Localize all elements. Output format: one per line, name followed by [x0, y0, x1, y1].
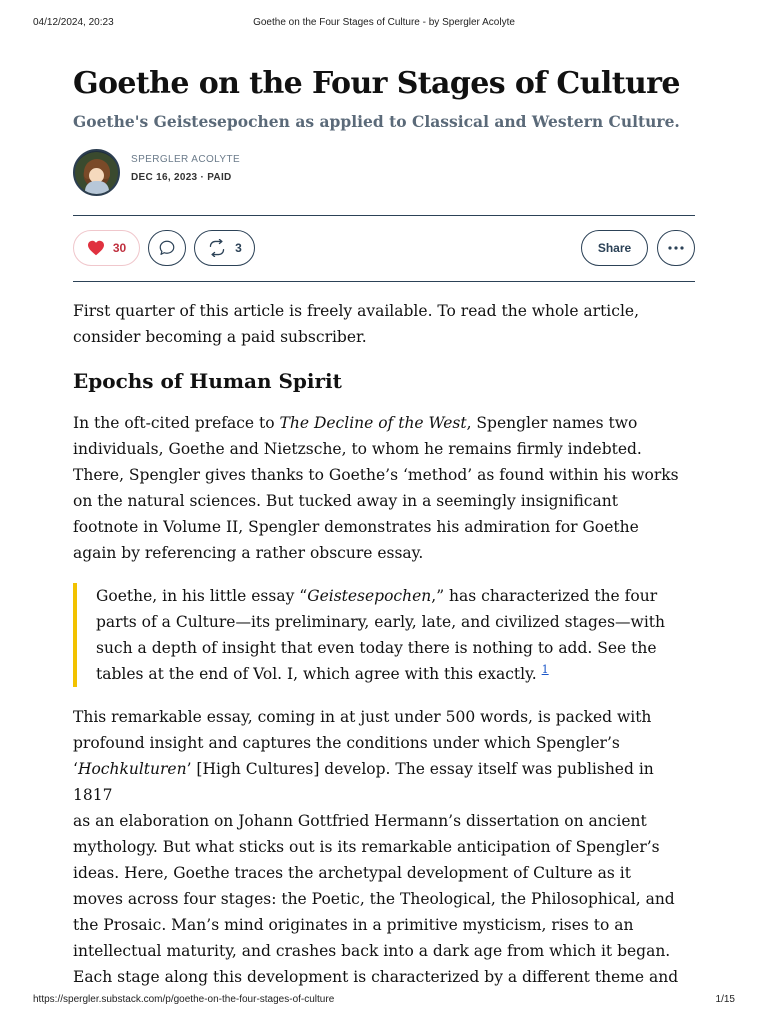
paragraph-line: In the oft-cited preface to The Decline of the West, Spengler names two [73, 414, 638, 432]
paragraph-line: individuals, Goethe and Nietzsche, to whom he remains firmly indebted. [73, 440, 642, 458]
quote-line: Goethe, in his little essay “Geistesepochen,” has characterized the four [96, 587, 658, 605]
print-footer [33, 994, 735, 1008]
footnote-link[interactable]: 1 [541, 662, 549, 676]
paragraph-line: ‘Hochkulturen’ [High Cultures] develop. The essay itself was published in 1817 [73, 760, 654, 804]
quote-line: parts of a Culture—its preliminary, early, late, and civilized stages—with [96, 613, 665, 631]
paragraph-2 [73, 704, 695, 990]
section-heading: Epochs of Human Spirit [73, 369, 342, 393]
paywall-notice-line: consider becoming a paid subscriber. [73, 328, 367, 346]
post-subtitle: Goethe's Geistesepochen as applied to Classical and Western Culture. [73, 112, 680, 131]
like-button[interactable] [73, 230, 140, 266]
term-hochkulturen: Hochkulturen [77, 760, 187, 778]
paragraph-line: footnote in Volume II, Spengler demonstrates his admiration for Goethe [73, 518, 639, 536]
more-button[interactable] [657, 230, 695, 266]
print-doc-title: Goethe on the Four Stages of Culture - by Spergler Acolyte [253, 17, 515, 28]
article [73, 64, 695, 990]
print-url: https://spergler.substack.com/p/goethe-on-the-four-stages-of-culture [33, 994, 335, 1005]
restack-icon [207, 239, 227, 257]
paragraph-1 [73, 410, 695, 566]
quote-line: such a depth of insight that even today there is nothing to add. See the [96, 639, 657, 657]
book-title: The Decline of the West [279, 414, 467, 432]
essay-title: Geistesepochen [307, 587, 432, 605]
restack-count: 3 [235, 241, 242, 255]
paragraph-line: This remarkable essay, coming in at just under 500 words, is packed with [73, 708, 652, 726]
paywall-notice [73, 298, 695, 350]
heart-icon [87, 240, 105, 256]
paragraph-line: as an elaboration on Johann Gottfried Hermann’s dissertation on ancient [73, 812, 647, 830]
byline [73, 149, 695, 199]
paragraph-line: mythology. But what sticks out is its remarkable anticipation of Spengler’s [73, 838, 660, 856]
paragraph-line: the Prosaic. Man’s mind originates in a primitive mysticism, rises to an [73, 916, 634, 934]
paragraph-line: ideas. Here, Goethe traces the archetypal development of Culture as it [73, 864, 631, 882]
paragraph-line: moves across four stages: the Poetic, the Theological, the Philosophical, and [73, 890, 675, 908]
comment-icon [158, 239, 176, 257]
paragraph-line: on the natural sciences. But tucked away in a seemingly insignificant [73, 492, 618, 510]
paywall-notice-line: First quarter of this article is freely available. To read the whole article, [73, 302, 640, 320]
blockquote [73, 583, 695, 687]
paragraph-line: Each stage along this development is characterized by a different theme and [73, 968, 679, 986]
paragraph-line: again by referencing a rather obscure essay. [73, 544, 424, 562]
like-count: 30 [112, 241, 127, 255]
author-avatar[interactable] [73, 149, 120, 196]
post-title: Goethe on the Four Stages of Culture [73, 66, 680, 101]
author-name[interactable]: SPERGLER ACOLYTE [131, 154, 241, 165]
paragraph-line: intellectual maturity, and crashes back into a dark age from which it began. [73, 942, 671, 960]
avatar-dress [85, 181, 109, 196]
restack-button[interactable] [194, 230, 255, 266]
paragraph-line: There, Spengler gives thanks to Goethe’s ‘method’ as found within his works [73, 466, 679, 484]
post-action-bar [73, 215, 695, 282]
print-date: 04/12/2024, 20:23 [33, 17, 114, 28]
print-page-number: 1/15 [715, 994, 735, 1005]
more-icon [667, 245, 685, 251]
comment-button[interactable] [148, 230, 186, 266]
post-meta: DEC 16, 2023 · PAID [131, 172, 232, 183]
print-header [33, 17, 735, 31]
paragraph-line: profound insight and captures the conditions under which Spengler’s [73, 734, 620, 752]
quote-line: tables at the end of Vol. I, which agree with this exactly. $^1$ [96, 662, 549, 683]
share-button[interactable]: Share [581, 230, 648, 266]
